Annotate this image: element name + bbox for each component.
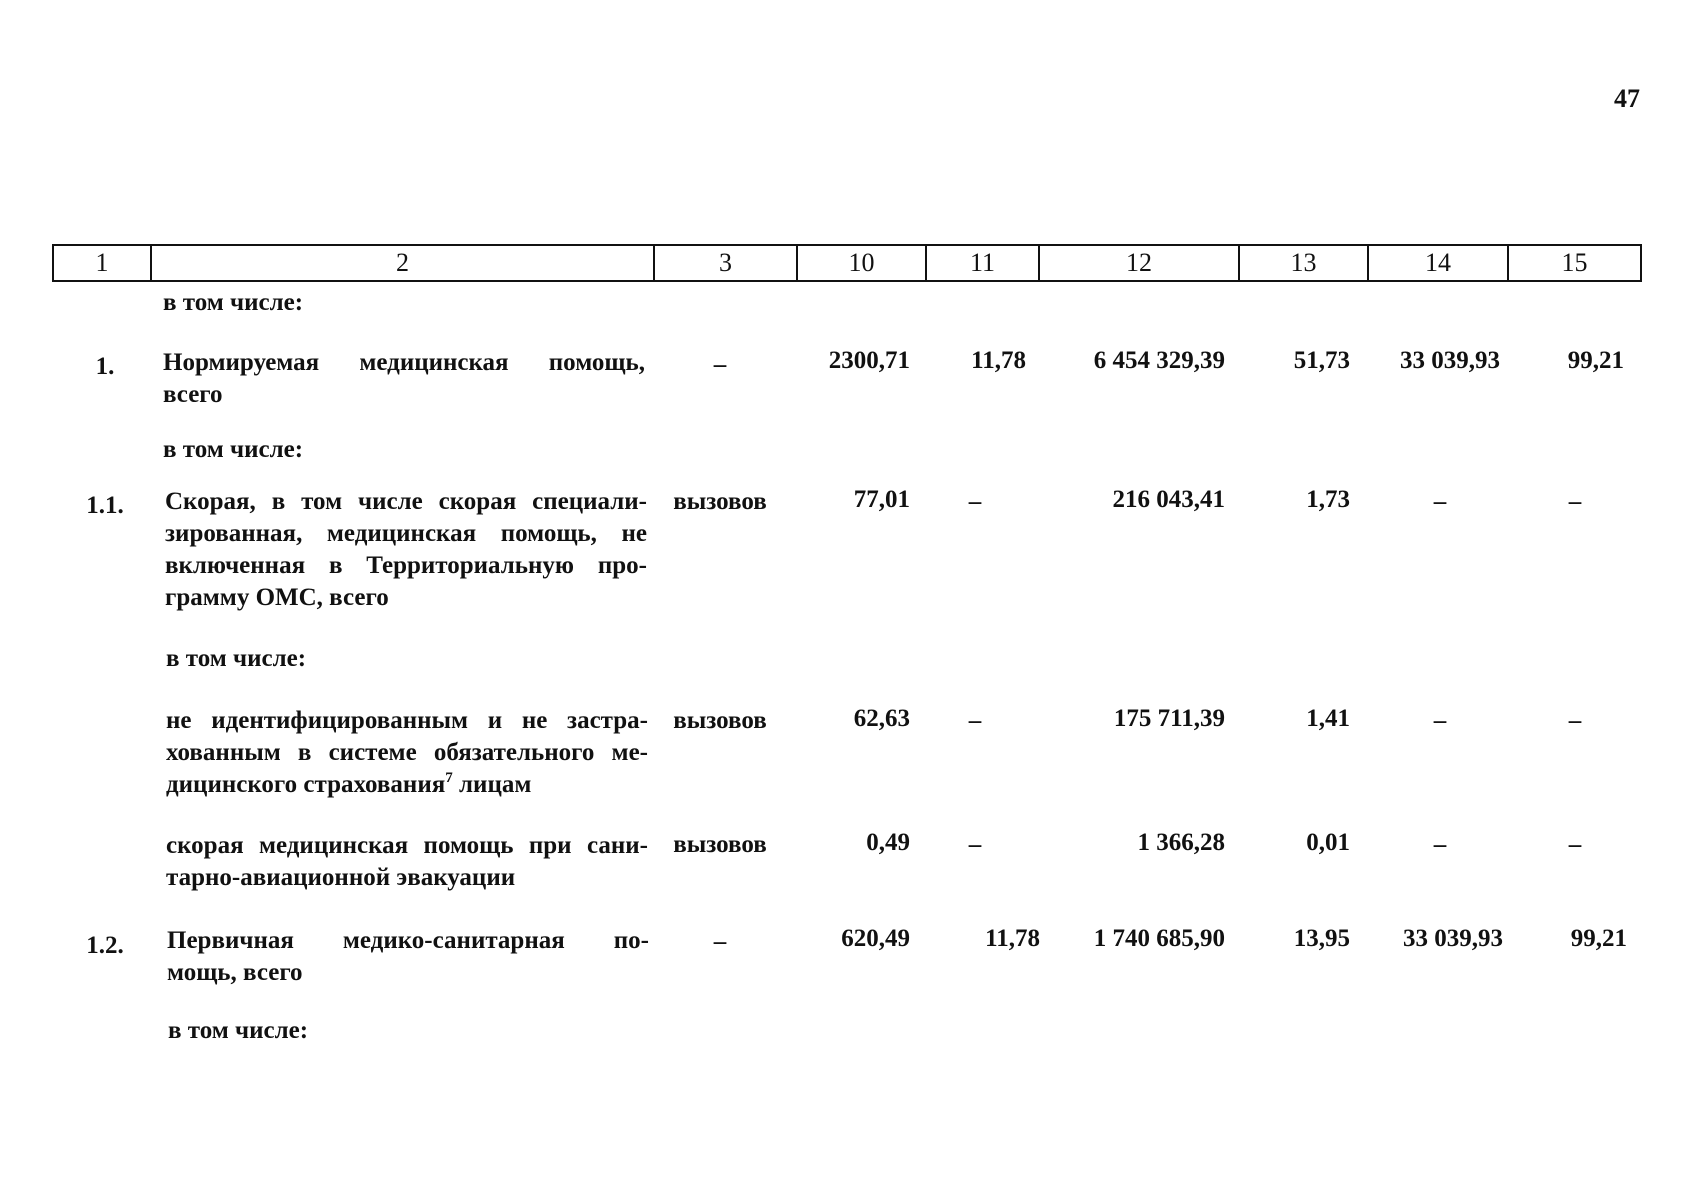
row-description-word: помощь,	[548, 349, 645, 376]
row-description-word: медико-санитарная	[342, 927, 565, 954]
row-col-14: –	[1433, 488, 1447, 515]
row-col-15: –	[1568, 707, 1582, 734]
row-description-text: дицинского страхования	[166, 771, 446, 798]
row-unit: вызовов	[673, 488, 767, 515]
row-col-12: 216 043,41	[1112, 486, 1225, 513]
header-col-10: 10	[797, 245, 926, 281]
row-description	[167, 925, 649, 989]
header-col-3: 3	[654, 245, 797, 281]
row-description-word: по-	[613, 927, 649, 954]
footnote-marker: 7	[445, 770, 453, 786]
row-col-15: –	[1568, 831, 1582, 858]
row-unit: вызовов	[673, 831, 767, 858]
row-col-10: 77,01	[853, 486, 910, 513]
column-number-header	[52, 244, 1642, 282]
row-description	[165, 486, 647, 614]
row-col-10: 620,49	[841, 925, 910, 952]
row-col-10: 0,49	[866, 829, 910, 856]
header-col-12: 12	[1039, 245, 1239, 281]
row-unit: –	[713, 351, 727, 378]
header-col-13: 13	[1239, 245, 1368, 281]
row-description-line: скорая медицинская помощь при сани-	[166, 832, 648, 859]
row-col-11: –	[968, 707, 982, 734]
row-col-10: 2300,71	[828, 347, 910, 374]
row-description-line: включенная в Территориальную про-	[165, 552, 647, 579]
row-unit: вызовов	[673, 707, 767, 734]
row-description-line: хованным в системе обязательного ме-	[166, 739, 648, 766]
row-col-13: 51,73	[1293, 347, 1350, 374]
row-description	[163, 347, 645, 411]
row-col-14: –	[1433, 707, 1447, 734]
row-col-13: 13,95	[1293, 925, 1350, 952]
row-col-15: 99,21	[1567, 347, 1624, 374]
row-description	[166, 705, 648, 801]
row-col-15: –	[1568, 488, 1582, 515]
header-col-14: 14	[1368, 245, 1508, 281]
row-description-word: медицинская	[359, 349, 509, 376]
row-number: 1.2.	[86, 932, 124, 959]
in-that-number-label: в том числе:	[163, 436, 304, 463]
header-col-1: 1	[53, 245, 151, 281]
row-description-line: грамму ОМС, всего	[165, 584, 389, 611]
row-description-line: зированная, медицинская помощь, не	[165, 520, 647, 547]
row-col-14: –	[1433, 831, 1447, 858]
row-col-12: 175 711,39	[1113, 705, 1225, 732]
row-description-line: Скорая, в том числе скорая специали-	[165, 488, 647, 515]
row-col-11: –	[968, 831, 982, 858]
row-number: 1.1.	[86, 492, 124, 519]
row-description-line	[166, 769, 648, 801]
in-that-number-label: в том числе:	[168, 1017, 309, 1044]
row-col-12: 1 366,28	[1137, 829, 1225, 856]
header-col-2: 2	[151, 245, 654, 281]
row-col-13: 1,73	[1306, 486, 1350, 513]
row-description-line: не идентифицированным и не застра-	[166, 707, 648, 734]
header-col-15: 15	[1508, 245, 1641, 281]
in-that-number-label: в том числе:	[163, 289, 304, 316]
row-description-line: мощь, всего	[167, 959, 303, 986]
row-description-line: тарно-авиационной эвакуации	[166, 864, 516, 891]
page-number: 47	[1614, 84, 1640, 113]
row-col-15: 99,21	[1570, 925, 1627, 952]
header-col-11: 11	[926, 245, 1039, 281]
row-description	[166, 830, 648, 894]
row-number: 1.	[95, 353, 115, 380]
row-col-14: 33 039,93	[1403, 925, 1503, 952]
row-col-11: 11,78	[985, 925, 1040, 952]
row-col-14: 33 039,93	[1400, 347, 1500, 374]
row-col-10: 62,63	[853, 705, 910, 732]
row-col-11: –	[968, 488, 982, 515]
row-description-text: лицам	[452, 771, 532, 798]
row-description-word: Первичная	[167, 927, 294, 954]
row-col-12: 1 740 685,90	[1093, 925, 1225, 952]
row-col-13: 1,41	[1306, 705, 1350, 732]
row-unit: –	[713, 928, 727, 955]
in-that-number-label: в том числе:	[166, 645, 307, 672]
row-col-11: 11,78	[971, 347, 1026, 374]
row-col-12: 6 454 329,39	[1093, 347, 1225, 374]
row-col-13: 0,01	[1306, 829, 1350, 856]
row-description-line: всего	[163, 381, 223, 408]
row-description-word: Нормируемая	[163, 349, 320, 376]
